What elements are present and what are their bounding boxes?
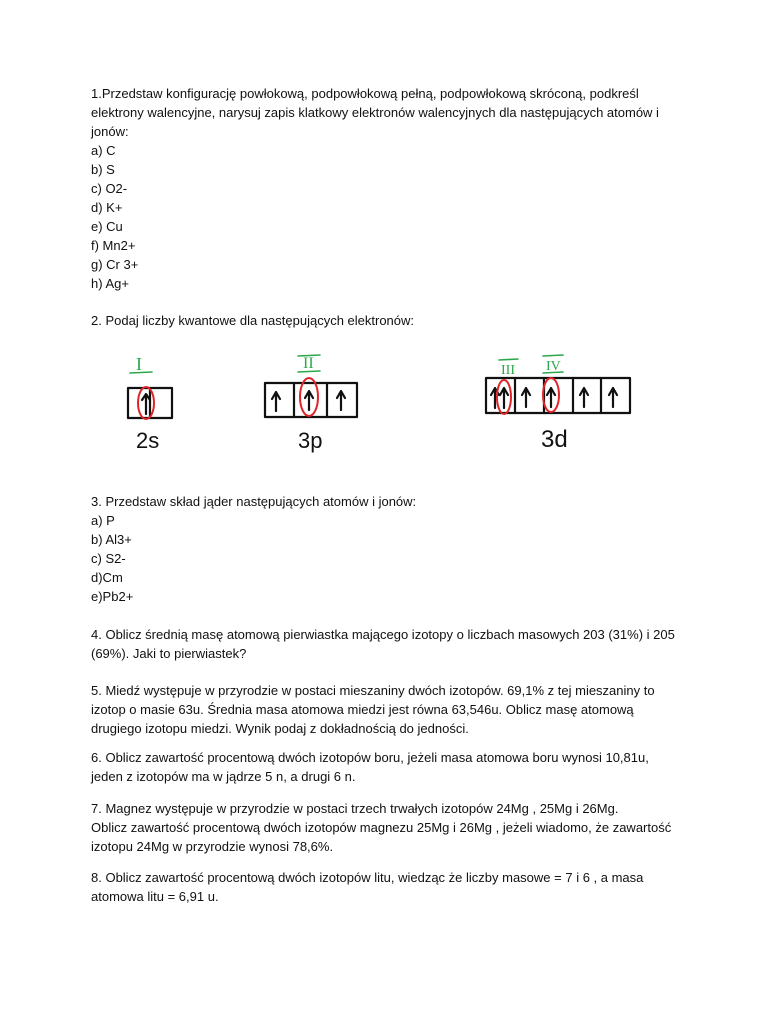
overline-iii: [499, 359, 518, 360]
question-5-line: izotop o masie 63u. Średnia masa atomowa miedzi jest równa 63,546u. Oblicz masę atomową: [91, 702, 634, 717]
question-7-line: izotopu 24Mg w przyrodzie wynosi 78,6%.: [91, 839, 334, 854]
question-1-line: 1.Przedstaw konfigurację powłokową, podpowłokową pełną, podpowłokową skróconą, podkreśl: [91, 86, 639, 101]
question-1-item: b) S: [91, 162, 115, 177]
orbital-diagram-figure: [120, 350, 640, 468]
underline-i: [130, 372, 152, 373]
question-1-item: h) Ag+: [91, 276, 129, 291]
overline-ii: [298, 355, 320, 356]
question-3-text: 3. Przedstaw skład jąder następujących atomów i jonów:: [91, 494, 417, 509]
question-8-line: 8. Oblicz zawartość procentową dwóch izotopów litu, wiedząc że liczby masowe = 7 i 6 , a masa: [91, 870, 644, 885]
question-1-line: elektrony walencyjne, narysuj zapis klatkowy elektronów walencyjnych dla następujących atomów i: [91, 105, 659, 120]
question-4-line: 4. Oblicz średnią masę atomową pierwiastka mającego izotopy o liczbach masowych 203 (31%) i 205: [91, 627, 675, 642]
orbital-2s: [128, 388, 172, 418]
question-8: [91, 868, 691, 906]
question-4-line: (69%). Jaki to pierwiastek?: [91, 646, 247, 661]
label-roman-iii: III: [501, 363, 515, 378]
question-7-line: Oblicz zawartość procentową dwóch izotopów magnezu 25Mg i 26Mg , jeżeli wiadomo, że zawartość: [91, 820, 672, 835]
label-2s: 2s: [136, 428, 160, 453]
question-5: [91, 681, 691, 738]
question-2-text: 2. Podaj liczby kwantowe dla następujących elektronów:: [91, 313, 415, 328]
underline-ii: [298, 371, 320, 372]
question-1-item: a) C: [91, 143, 116, 158]
label-roman-i: I: [136, 354, 142, 374]
question-4: [91, 625, 691, 663]
question-3: [91, 492, 691, 606]
label-roman-iv: IV: [546, 359, 561, 374]
label-roman-ii: II: [303, 355, 314, 372]
question-1-line: jonów:: [91, 124, 129, 139]
question-3-item: a) P: [91, 513, 115, 528]
underline-iv: [543, 372, 563, 373]
label-3d: 3d: [541, 426, 568, 453]
overline-iv: [543, 355, 563, 356]
question-1-item: c) O2-: [91, 181, 128, 196]
question-3-item: c) S2-: [91, 551, 126, 566]
question-5-line: drugiego izotopu miedzi. Wynik podaj z dokładnością do jedności.: [91, 721, 469, 736]
question-6-line: 6. Oblicz zawartość procentową dwóch izotopów boru, jeżeli masa atomowa boru wynosi 10,81u,: [91, 750, 649, 765]
question-6-line: jeden z izotopów ma w jądrze 5 n, a drugi 6 n.: [91, 769, 356, 784]
question-5-line: 5. Miedź występuje w przyrodzie w postaci mieszaniny dwóch izotopów. 69,1% z tej mieszaniny to: [91, 683, 655, 698]
orbital-diagram-svg: [120, 350, 640, 468]
question-7: [91, 799, 691, 856]
question-1: [91, 84, 691, 293]
question-7-line: 7. Magnez występuje w przyrodzie w postaci trzech trwałych izotopów 24Mg , 25Mg i 26Mg.: [91, 801, 619, 816]
question-2: [91, 311, 691, 330]
question-8-line: atomowa litu = 6,91 u.: [91, 889, 219, 904]
question-1-item: f) Mn2+: [91, 238, 136, 253]
question-3-item: b) Al3+: [91, 532, 132, 547]
orbital-3p: [265, 383, 357, 417]
question-3-item: e)Pb2+: [91, 589, 134, 604]
question-1-item: g) Cr 3+: [91, 257, 139, 272]
label-3p: 3p: [298, 428, 323, 453]
question-6: [91, 748, 691, 786]
question-1-item: d) K+: [91, 200, 123, 215]
question-3-item: d)Cm: [91, 570, 123, 585]
question-1-item: e) Cu: [91, 219, 123, 234]
